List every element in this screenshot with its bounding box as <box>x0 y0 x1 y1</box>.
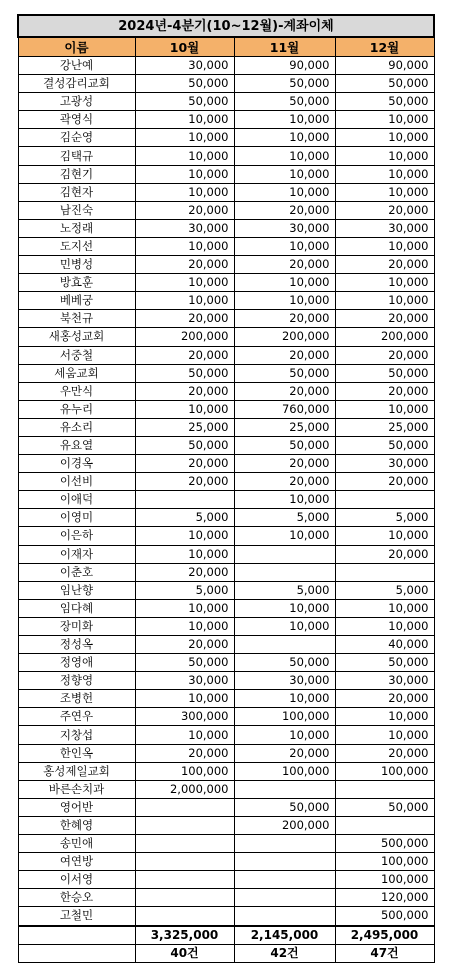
dec-amount: 20,000 <box>335 256 434 274</box>
table-row <box>18 364 434 382</box>
name-cell: 여연방 <box>18 853 135 871</box>
dec-amount: 10,000 <box>335 111 434 129</box>
dec-amount: 100,000 <box>335 762 434 780</box>
oct-amount: 20,000 <box>135 256 234 274</box>
dec-amount: 50,000 <box>335 93 434 111</box>
oct-amount: 30,000 <box>135 672 234 690</box>
dec-amount: 20,000 <box>335 346 434 364</box>
dec-amount: 10,000 <box>335 708 434 726</box>
oct-amount: 10,000 <box>135 617 234 635</box>
table-row <box>18 382 434 400</box>
nov-amount <box>234 563 335 581</box>
table-row <box>18 617 434 635</box>
name-cell: 한혜영 <box>18 816 135 834</box>
table-row <box>18 907 434 926</box>
dec-amount: 50,000 <box>335 436 434 454</box>
oct-amount: 10,000 <box>135 726 234 744</box>
name-cell: 이영미 <box>18 509 135 527</box>
nov-amount <box>234 889 335 907</box>
table-row <box>18 762 434 780</box>
dec-amount: 10,000 <box>335 527 434 545</box>
table-row <box>18 455 434 473</box>
dec-amount: 10,000 <box>335 599 434 617</box>
table-row <box>18 853 434 871</box>
nov-amount: 50,000 <box>234 364 335 382</box>
dec-amount: 30,000 <box>335 219 434 237</box>
dec-amount: 10,000 <box>335 274 434 292</box>
nov-amount: 10,000 <box>234 147 335 165</box>
name-cell: 유요열 <box>18 436 135 454</box>
name-cell: 김택규 <box>18 147 135 165</box>
table-row <box>18 545 434 563</box>
oct-amount: 20,000 <box>135 473 234 491</box>
oct-amount: 5,000 <box>135 509 234 527</box>
oct-amount: 10,000 <box>135 690 234 708</box>
dec-amount: 10,000 <box>335 292 434 310</box>
oct-amount: 20,000 <box>135 636 234 654</box>
name-cell: 임난향 <box>18 581 135 599</box>
header-dec: 12월 <box>335 37 434 57</box>
nov-amount: 10,000 <box>234 292 335 310</box>
table-row <box>18 328 434 346</box>
name-cell: 고철민 <box>18 907 135 926</box>
dec-amount: 10,000 <box>335 726 434 744</box>
dec-amount: 10,000 <box>335 147 434 165</box>
table-row <box>18 256 434 274</box>
name-cell: 임다혜 <box>18 599 135 617</box>
dec-amount: 20,000 <box>335 201 434 219</box>
oct-amount: 5,000 <box>135 581 234 599</box>
table-row <box>18 93 434 111</box>
table-row <box>18 219 434 237</box>
dec-amount: 20,000 <box>335 744 434 762</box>
nov-amount: 20,000 <box>234 346 335 364</box>
dec-amount: 120,000 <box>335 889 434 907</box>
count-cell: 47건 <box>335 944 434 962</box>
title-row <box>18 15 434 37</box>
table-row <box>18 418 434 436</box>
nov-amount <box>234 907 335 926</box>
nov-amount: 30,000 <box>234 672 335 690</box>
table-row <box>18 75 434 93</box>
table-row <box>18 816 434 834</box>
dec-amount: 20,000 <box>335 382 434 400</box>
header-oct: 10월 <box>135 37 234 57</box>
nov-amount: 90,000 <box>234 57 335 75</box>
table-row <box>18 129 434 147</box>
dec-amount: 40,000 <box>335 636 434 654</box>
nov-amount: 10,000 <box>234 183 335 201</box>
table-row <box>18 889 434 907</box>
oct-amount <box>135 816 234 834</box>
nov-amount <box>234 780 335 798</box>
nov-amount <box>234 835 335 853</box>
oct-amount: 10,000 <box>135 111 234 129</box>
oct-amount <box>135 798 234 816</box>
table-row <box>18 581 434 599</box>
nov-amount: 200,000 <box>234 816 335 834</box>
dec-amount: 30,000 <box>335 672 434 690</box>
name-cell: 이서영 <box>18 871 135 889</box>
table-row <box>18 690 434 708</box>
oct-amount: 10,000 <box>135 237 234 255</box>
nov-amount: 100,000 <box>234 708 335 726</box>
nov-amount: 20,000 <box>234 201 335 219</box>
oct-amount: 300,000 <box>135 708 234 726</box>
dec-amount: 20,000 <box>335 473 434 491</box>
oct-amount: 20,000 <box>135 563 234 581</box>
dec-amount: 20,000 <box>335 690 434 708</box>
name-cell: 한인옥 <box>18 744 135 762</box>
dec-amount: 5,000 <box>335 581 434 599</box>
oct-amount: 25,000 <box>135 418 234 436</box>
total-row <box>18 926 434 945</box>
name-cell: 세움교회 <box>18 364 135 382</box>
dec-amount <box>335 491 434 509</box>
name-cell: 강난예 <box>18 57 135 75</box>
dec-amount: 30,000 <box>335 455 434 473</box>
table-row <box>18 201 434 219</box>
oct-amount <box>135 871 234 889</box>
oct-amount: 10,000 <box>135 165 234 183</box>
table-row <box>18 636 434 654</box>
oct-amount: 20,000 <box>135 346 234 364</box>
name-cell: 홍성제일교회 <box>18 762 135 780</box>
oct-amount: 20,000 <box>135 455 234 473</box>
name-cell: 도지선 <box>18 237 135 255</box>
dec-amount: 50,000 <box>335 798 434 816</box>
name-cell: 남진숙 <box>18 201 135 219</box>
dec-amount <box>335 780 434 798</box>
sheet-title: 2024년-4분기(10~12월)-계좌이체 <box>18 15 434 37</box>
nov-amount: 5,000 <box>234 509 335 527</box>
oct-amount: 100,000 <box>135 762 234 780</box>
dec-amount: 10,000 <box>335 129 434 147</box>
nov-amount: 10,000 <box>234 129 335 147</box>
dec-amount: 90,000 <box>335 57 434 75</box>
count-cell: 42건 <box>234 944 335 962</box>
table-row <box>18 165 434 183</box>
oct-amount: 50,000 <box>135 654 234 672</box>
total-cell: 2,145,000 <box>234 926 335 945</box>
oct-amount: 2,000,000 <box>135 780 234 798</box>
dec-amount <box>335 816 434 834</box>
nov-amount: 10,000 <box>234 726 335 744</box>
name-cell: 베베궁 <box>18 292 135 310</box>
nov-amount <box>234 871 335 889</box>
oct-amount: 10,000 <box>135 292 234 310</box>
nov-amount: 10,000 <box>234 274 335 292</box>
oct-amount: 20,000 <box>135 744 234 762</box>
table-row <box>18 237 434 255</box>
nov-amount: 50,000 <box>234 75 335 93</box>
nov-amount: 10,000 <box>234 165 335 183</box>
nov-amount: 30,000 <box>234 219 335 237</box>
table-row <box>18 708 434 726</box>
nov-amount <box>234 545 335 563</box>
oct-amount <box>135 907 234 926</box>
dec-amount: 50,000 <box>335 364 434 382</box>
name-cell: 김현기 <box>18 165 135 183</box>
nov-amount <box>234 636 335 654</box>
table-row <box>18 292 434 310</box>
header-row <box>18 37 434 57</box>
name-cell: 민병성 <box>18 256 135 274</box>
name-cell: 이춘호 <box>18 563 135 581</box>
table-row <box>18 563 434 581</box>
name-cell: 장미화 <box>18 617 135 635</box>
table-row <box>18 780 434 798</box>
name-cell: 결성감리교회 <box>18 75 135 93</box>
nov-amount: 20,000 <box>234 455 335 473</box>
name-cell: 김현자 <box>18 183 135 201</box>
name-cell: 정향영 <box>18 672 135 690</box>
name-cell: 고광성 <box>18 93 135 111</box>
oct-amount: 30,000 <box>135 57 234 75</box>
table-row <box>18 599 434 617</box>
nov-amount: 5,000 <box>234 581 335 599</box>
oct-amount: 30,000 <box>135 219 234 237</box>
dec-amount <box>335 563 434 581</box>
nov-amount <box>234 853 335 871</box>
nov-amount: 50,000 <box>234 436 335 454</box>
transfer-sheet <box>17 14 435 963</box>
table-row <box>18 672 434 690</box>
oct-amount: 10,000 <box>135 545 234 563</box>
oct-amount <box>135 835 234 853</box>
dec-amount: 100,000 <box>335 871 434 889</box>
table-row <box>18 473 434 491</box>
dec-amount: 50,000 <box>335 654 434 672</box>
name-cell: 조병헌 <box>18 690 135 708</box>
table-row <box>18 798 434 816</box>
oct-amount: 10,000 <box>135 274 234 292</box>
name-cell: 우만식 <box>18 382 135 400</box>
table-row <box>18 509 434 527</box>
dec-amount: 10,000 <box>335 400 434 418</box>
oct-amount: 20,000 <box>135 201 234 219</box>
oct-amount <box>135 853 234 871</box>
total-cell: 3,325,000 <box>135 926 234 945</box>
nov-amount: 200,000 <box>234 328 335 346</box>
name-cell: 한승오 <box>18 889 135 907</box>
oct-amount <box>135 889 234 907</box>
dec-amount: 20,000 <box>335 310 434 328</box>
name-cell: 이재자 <box>18 545 135 563</box>
nov-amount: 760,000 <box>234 400 335 418</box>
table-row <box>18 726 434 744</box>
name-cell: 정성옥 <box>18 636 135 654</box>
table-row <box>18 654 434 672</box>
dec-amount: 10,000 <box>335 183 434 201</box>
oct-amount: 50,000 <box>135 436 234 454</box>
dec-amount: 25,000 <box>335 418 434 436</box>
nov-amount: 10,000 <box>234 491 335 509</box>
oct-amount: 20,000 <box>135 382 234 400</box>
nov-amount: 10,000 <box>234 527 335 545</box>
table-row <box>18 436 434 454</box>
name-cell: 영어반 <box>18 798 135 816</box>
nov-amount: 25,000 <box>234 418 335 436</box>
oct-amount: 10,000 <box>135 147 234 165</box>
table-row <box>18 274 434 292</box>
oct-amount: 200,000 <box>135 328 234 346</box>
nov-amount: 50,000 <box>234 798 335 816</box>
count-row <box>18 944 434 962</box>
dec-amount: 10,000 <box>335 617 434 635</box>
dec-amount: 10,000 <box>335 165 434 183</box>
name-cell: 이은하 <box>18 527 135 545</box>
nov-amount: 20,000 <box>234 256 335 274</box>
dec-amount: 5,000 <box>335 509 434 527</box>
header-nov: 11월 <box>234 37 335 57</box>
dec-amount: 500,000 <box>335 907 434 926</box>
nov-amount: 10,000 <box>234 599 335 617</box>
table-row <box>18 871 434 889</box>
oct-amount: 10,000 <box>135 129 234 147</box>
name-cell: 곽영식 <box>18 111 135 129</box>
total-cell <box>18 926 135 945</box>
name-cell: 유소리 <box>18 418 135 436</box>
nov-amount: 10,000 <box>234 111 335 129</box>
name-cell: 이애덕 <box>18 491 135 509</box>
count-cell <box>18 944 135 962</box>
nov-amount: 20,000 <box>234 473 335 491</box>
nov-amount: 10,000 <box>234 690 335 708</box>
nov-amount: 10,000 <box>234 617 335 635</box>
dec-amount: 500,000 <box>335 835 434 853</box>
nov-amount: 20,000 <box>234 382 335 400</box>
oct-amount: 10,000 <box>135 599 234 617</box>
nov-amount: 10,000 <box>234 237 335 255</box>
dec-amount: 100,000 <box>335 853 434 871</box>
nov-amount: 20,000 <box>234 310 335 328</box>
table-row <box>18 183 434 201</box>
dec-amount: 20,000 <box>335 545 434 563</box>
total-cell: 2,495,000 <box>335 926 434 945</box>
table-row <box>18 744 434 762</box>
name-cell: 지창섭 <box>18 726 135 744</box>
name-cell: 북천규 <box>18 310 135 328</box>
table-row <box>18 527 434 545</box>
oct-amount: 50,000 <box>135 93 234 111</box>
oct-amount: 10,000 <box>135 183 234 201</box>
nov-amount: 50,000 <box>234 93 335 111</box>
table-row <box>18 346 434 364</box>
name-cell: 김순영 <box>18 129 135 147</box>
nov-amount: 20,000 <box>234 744 335 762</box>
name-cell: 이경옥 <box>18 455 135 473</box>
table-row <box>18 310 434 328</box>
dec-amount: 10,000 <box>335 237 434 255</box>
oct-amount: 20,000 <box>135 310 234 328</box>
name-cell: 노정래 <box>18 219 135 237</box>
name-cell: 새홍성교회 <box>18 328 135 346</box>
table-row <box>18 57 434 75</box>
name-cell: 이선비 <box>18 473 135 491</box>
name-cell: 바른손치과 <box>18 780 135 798</box>
nov-amount: 100,000 <box>234 762 335 780</box>
name-cell: 주연우 <box>18 708 135 726</box>
nov-amount: 50,000 <box>234 654 335 672</box>
name-cell: 서중철 <box>18 346 135 364</box>
table-row <box>18 835 434 853</box>
name-cell: 유누리 <box>18 400 135 418</box>
dec-amount: 200,000 <box>335 328 434 346</box>
name-cell: 정영애 <box>18 654 135 672</box>
table-row <box>18 111 434 129</box>
table-row <box>18 491 434 509</box>
dec-amount: 50,000 <box>335 75 434 93</box>
oct-amount: 10,000 <box>135 527 234 545</box>
oct-amount <box>135 491 234 509</box>
name-cell: 방효훈 <box>18 274 135 292</box>
oct-amount: 50,000 <box>135 364 234 382</box>
table-row <box>18 147 434 165</box>
name-cell: 송민애 <box>18 835 135 853</box>
count-cell: 40건 <box>135 944 234 962</box>
oct-amount: 50,000 <box>135 75 234 93</box>
oct-amount: 10,000 <box>135 400 234 418</box>
header-name: 이름 <box>18 37 135 57</box>
table-row <box>18 400 434 418</box>
